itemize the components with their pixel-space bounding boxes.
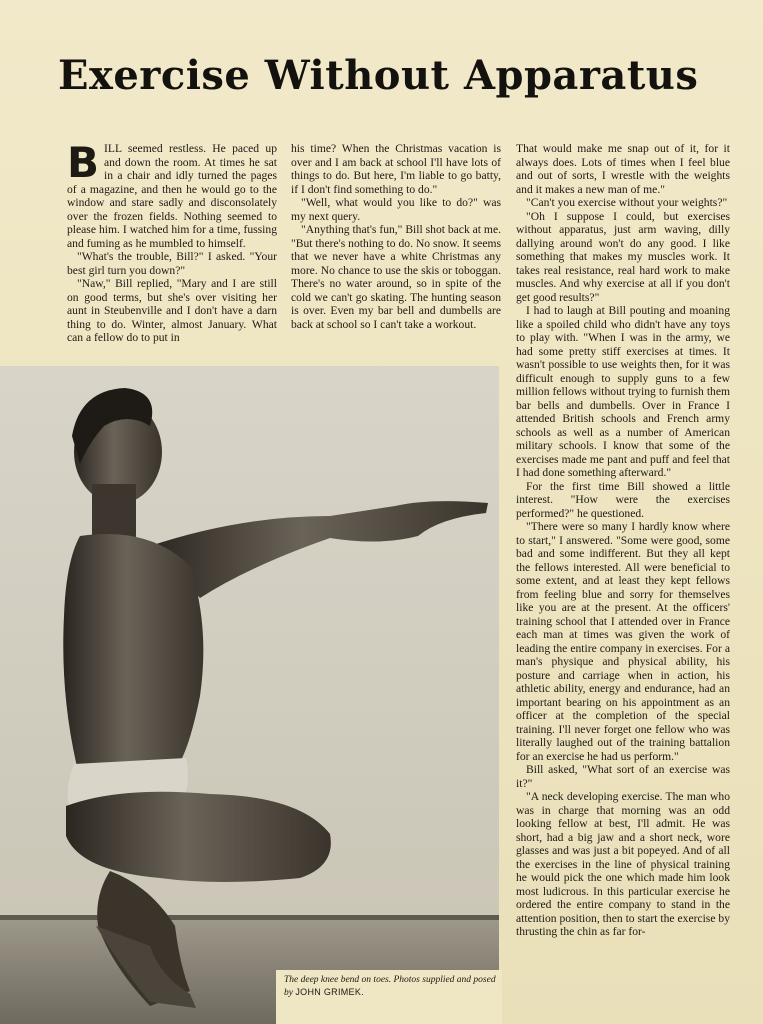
text-column-2 [291,142,501,331]
paragraph: his time? When the Christmas vacation is over and I am back at school I'll have lots of things to do. But here, I'm liable to go batty, if I don't find something to do." [291,142,501,196]
paragraph: I had to laugh at Bill pouting and moaning like a spoiled child who didn't have any toys to play with. "When I was in the army, we had some pretty stiff exercises at times. It wasn't possible to use weights then, for it was difficult enough to supply guns to a few million fellows without trying to furnish them bar bells and dumbells. Over in France I attended British schools and French army schools as well as a number of American military schools. I know that some of the exercises made me pant and puff and feel that I had done something afterward." [516,304,730,479]
photo-credit: JOHN GRIMEK. [295,987,364,997]
paragraph-text: ILL seemed restless. He paced up and down the room. At times he sat in a chair and idly turned the pages of a magazine, and then he would go to the window and stare sadly and disconsolately over the frozen fields. Nothing seemed to please him. I watched him for a time, fussing and fuming as he mumbled to himself. [67,142,277,250]
athlete-figure-illustration [0,366,499,1024]
article-title: Exercise Without Apparatus [58,52,699,99]
paragraph: That would make me snap out of it, for it always does. Lots of times when I feel blue and out of sorts, I wrestle with the weights and it makes a new man of me." [516,142,730,196]
paragraph: "Can't you exercise without your weights?" [526,196,728,209]
exercise-photo [0,366,499,1024]
paragraph: "Naw," Bill replied, "Mary and I are still on good terms, but she's over visiting her aunt in Steubenville and I don't have a darn thing to do. Winter, almost January. What can a fellow do to put in [67,277,277,344]
photo-caption [276,970,502,1024]
paragraph: "Oh I suppose I could, but exercises without apparatus, just arm waving, dilly dallying around won't do any good. I like something that makes my muscles work. It takes real resistance, real hard work to make muscles. And why exercise at all if you don't get good results?" [516,209,730,304]
paragraph: For the first time Bill showed a little interest. "How were the exercises performed?" he questioned. [516,479,730,520]
drop-cap: B [67,138,100,187]
paragraph [67,138,277,250]
caption-text: The deep knee bend on toes. Photos supplied and posed by [284,975,496,998]
paragraph: "Well, what would you like to do?" was my next query. [291,196,501,223]
paragraph: "Anything that's fun," Bill shot back at me. "But there's nothing to do. No snow. It seems that we never have a white Christmas any more. No chance to use the skis or toboggan. There's no water around, so in spite of the cold we can't go skating. The hunting season is over. Even my bar bell and dumbells are back at school so I can't take a workout. [291,223,501,331]
paragraph: "There were so many I hardly know where to start," I answered. "Some were good, some bad and some indifferent. But they all kept the fellows interested. All were beneficial to some extent, and at least they kept fellows from feeling blue and sorry for themselves like you are at the present. At the officers' training school that I attended over in France each man at times was given the work of leading the entire company in exercises. For a man's physique and physical ability, his posture and carriage when in action, his athletic ability, energy and endurance, had an important bearing on his appointment as an officer at the completion of the special training. I'll never forget one fellow who was literally laughed out of the training battalion for an exercise he had us perform." [516,520,730,763]
text-column-3 [516,142,730,988]
paragraph: Bill asked, "What sort of an exercise was it?" [516,763,730,790]
paragraph: "What's the trouble, Bill?" I asked. "Your best girl turn you down?" [67,250,277,277]
paragraph: "A neck developing exercise. The man who was in charge that morning was an odd looking fellow at best, I'll admit. He was short, had a big jaw and a short neck, wore glasses and was just a bit popeyed. And of all the exercises in the line of physical training he would pick the one which made him look most ludicrous. In this particular exercise he ordered the entire company to stand in the attention position, then to start the exercise by thrusting the chin as far for- [516,790,730,938]
text-column-1 [67,138,277,345]
